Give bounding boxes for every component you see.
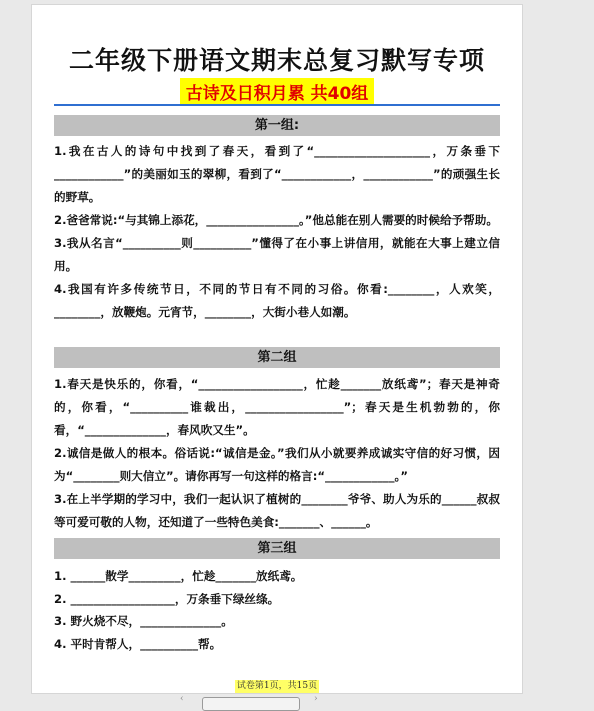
- section-1-content: [54, 140, 500, 324]
- question-item: 3. 野火烧不尽，______________。: [54, 614, 233, 628]
- page-subtitle: 古诗及日积月累 共40组: [180, 78, 375, 105]
- section-2-heading: 第二组: [54, 347, 500, 368]
- question-item: 1.我在古人的诗句中找到了春天，看到了“____________________，万条垂下____________”的美丽如玉的翠柳，看到了“____________，____________”的顽强生长的野草。: [54, 144, 500, 204]
- section-2-content: [54, 373, 500, 534]
- page-number-footer: 试卷第1页，共15页: [236, 681, 318, 691]
- question-item: 4.我国有许多传统节日，不同的节日有不同的习俗。你看:________，人欢笑，________，放鞭炮。元宵节，________，大街小巷人如潮。: [54, 282, 500, 319]
- section-1-heading: 第一组:: [54, 115, 500, 136]
- page-navigation-control[interactable]: [202, 697, 300, 711]
- question-item: 2. __________________，万条垂下绿丝绦。: [54, 591, 280, 606]
- title-divider: [54, 104, 500, 106]
- question-item: 1.春天是快乐的，你看，“__________________，忙趁_______放纸鸢”；春天是神奇的，你看，“__________谁裁出，_________________”；春天是生机勃勃的，你看，“______________，春风吹又生”。: [54, 377, 500, 437]
- question-item: 3.我从名言“__________则__________”懂得了在小事上讲信用，就能在大事上建立信用。: [54, 236, 500, 273]
- question-item: 2.爸爸常说:“与其锦上添花，________________。”他总能在别人需要的时候给予帮助。: [54, 213, 498, 227]
- document-page: [31, 4, 523, 694]
- question-item: 3.在上半学期的学习中，我们一起认识了植树的________爷爷、助人为乐的______叔叔等可爱可敬的人物，还知道了一些特色美食:_______、______。: [54, 492, 500, 529]
- section-3-content: [54, 565, 500, 655]
- next-page-icon[interactable]: ›: [314, 694, 318, 704]
- question-item: 2.诚信是做人的根本。俗话说:“诚信是金。”我们从小就要养成诚实守信的好习惯，因为“________则大信立”。请你再写一句这样的格言:“____________。”: [54, 446, 500, 483]
- question-item: 4. 平时肯帮人，__________帮。: [54, 636, 222, 651]
- prev-page-icon[interactable]: ‹: [180, 694, 184, 704]
- question-item: 1. ______散学_________，忙趁_______放纸鸢。: [54, 569, 303, 583]
- section-3-heading: 第三组: [54, 538, 500, 559]
- page-title: 二年级下册语文期末总复习默写专项: [68, 46, 485, 75]
